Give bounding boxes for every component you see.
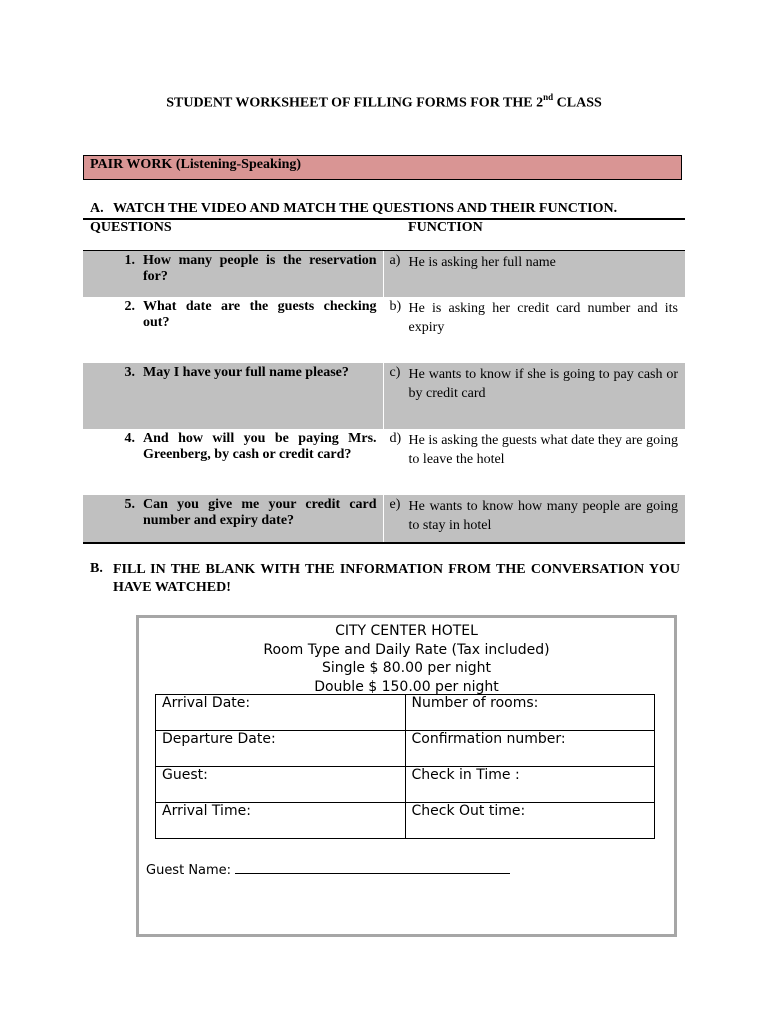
rate-title: Room Type and Daily Rate (Tax included) [263,641,550,658]
question-number: 4. [124,431,135,446]
function-letter: b) [389,299,402,314]
function-text: He wants to know if she is going to pay cash or by credit card [408,367,678,401]
question-text: And how will you be paying Mrs. Greenberg, by cash or credit card? [143,431,377,462]
check-in-time-field[interactable]: Check in Time : [405,767,655,803]
section-a-heading [90,201,617,217]
function-text: He is asking her full name [408,255,556,270]
departure-date-field[interactable]: Departure Date: [156,731,406,767]
check-out-time-field[interactable]: Check Out time: [405,803,655,839]
number-of-rooms-field[interactable]: Number of rooms: [405,695,655,731]
function-header: FUNCTION [383,219,685,251]
guest-name-row [146,861,510,878]
question-text: May I have your full name please? [143,365,349,380]
function-letter: c) [389,365,401,380]
function-text: He wants to know how many people are going to stay in hotel [408,499,678,533]
question-number: 5. [124,497,135,512]
questions-header: QUESTIONS [83,219,383,251]
table-row [83,297,685,363]
hotel-form-box [136,615,677,937]
section-b-text: FILL IN THE BLANK WITH THE INFORMATION FROM THE CONVERSATION YOU HAVE WATCHED! [113,562,680,595]
title-main: STUDENT WORKSHEET OF FILLING FORMS FOR THE 2 [166,95,544,111]
form-row [156,767,655,803]
title-superscript: nd [543,92,554,102]
question-text: What date are the guests checking out? [143,299,377,330]
guest-field[interactable]: Guest: [156,767,406,803]
question-number: 3. [124,365,135,380]
confirmation-number-field[interactable]: Confirmation number: [405,731,655,767]
table-row [83,363,685,429]
reservation-form-grid [155,694,655,839]
section-b-letter: B. [90,561,103,576]
section-a-text: WATCH THE VIDEO AND MATCH THE QUESTIONS AND THEIR FUNCTION. [113,201,618,216]
page-title [0,93,768,112]
table-row [83,495,685,543]
double-rate: Double $ 150.00 per night [314,678,499,695]
form-row [156,695,655,731]
question-number: 2. [124,299,135,314]
function-text: He is asking the guests what date they are going to leave the hotel [408,433,678,467]
question-number: 1. [124,253,135,268]
arrival-date-field[interactable]: Arrival Date: [156,695,406,731]
arrival-time-field[interactable]: Arrival Time: [156,803,406,839]
function-letter: e) [389,497,401,512]
single-rate: Single $ 80.00 per night [321,660,492,676]
section-b-heading [90,561,680,597]
function-letter: a) [389,253,401,268]
table-row [83,429,685,495]
question-text: How many people is the reservation for? [143,253,377,284]
guest-name-label: Guest Name: [146,863,232,878]
table-header-row [83,219,685,251]
matching-table [83,218,685,544]
hotel-header [139,622,674,696]
table-row [83,251,685,298]
form-row [156,731,655,767]
guest-name-blank[interactable] [235,861,510,874]
function-text: He is asking her credit card number and its expiry [408,301,678,335]
form-row [156,803,655,839]
function-letter: d) [389,431,402,446]
section-a-letter: A. [90,201,104,216]
question-text: Can you give me your credit card number and expiry date? [143,497,377,528]
title-tail: CLASS [553,95,602,111]
hotel-name: CITY CENTER HOTEL [335,623,478,639]
pair-work-banner: PAIR WORK (Listening-Speaking) [83,155,682,180]
